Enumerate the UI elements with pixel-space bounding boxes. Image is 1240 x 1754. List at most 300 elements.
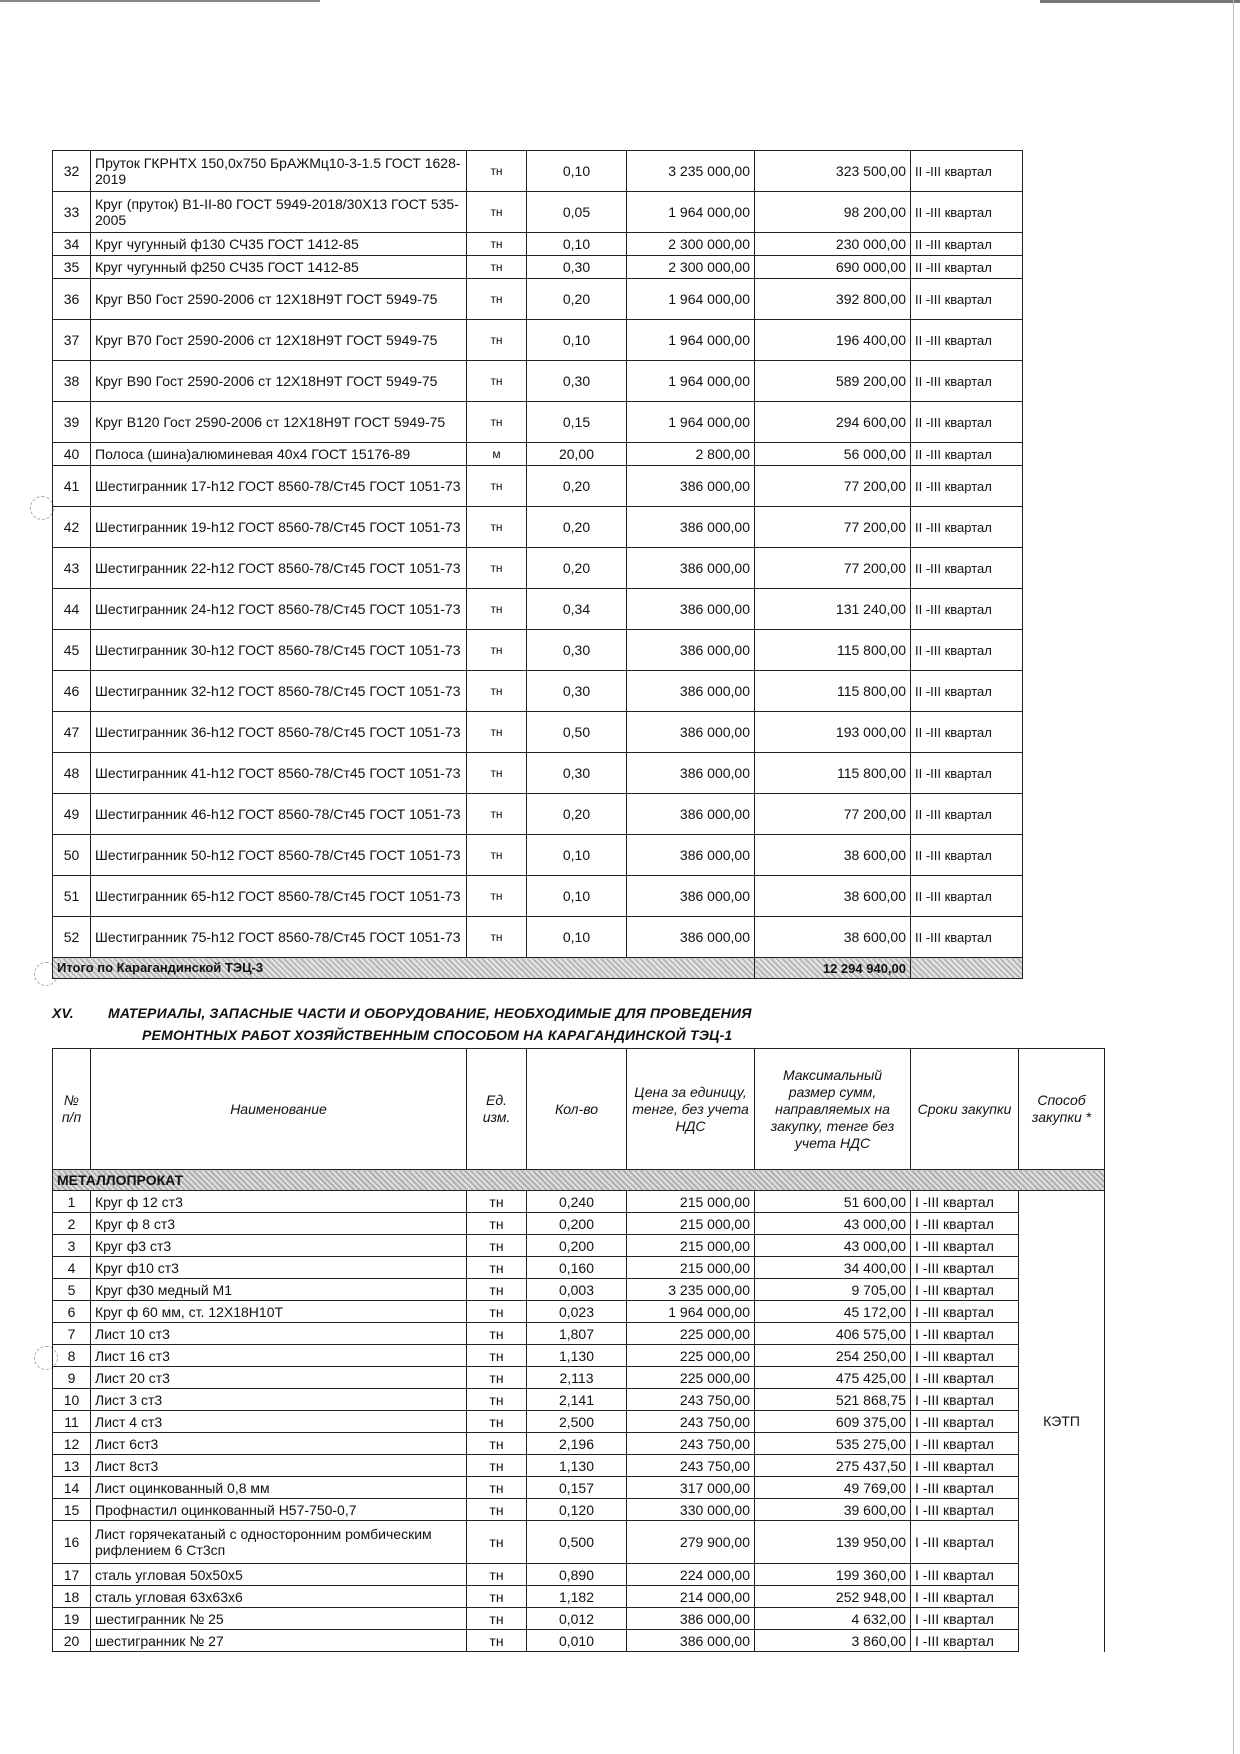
row-number: 8 [53,1345,91,1367]
item-procurement-term: I -III квартал [911,1279,1019,1301]
table-row [53,1345,1105,1367]
table-row [53,361,1023,402]
item-quantity: 0,30 [527,256,627,279]
section-heading [52,1002,952,1046]
item-unit: тн [467,1367,527,1389]
item-name: Шестигранник 41-h12 ГОСТ 8560-78/Ст45 ГОСТ 1051-73 [91,753,467,794]
item-quantity: 2,141 [527,1389,627,1411]
item-procurement-term: II -III квартал [911,712,1023,753]
item-unit-price: 214 000,00 [627,1586,755,1608]
row-number: 18 [53,1586,91,1608]
item-procurement-term: I -III квартал [911,1608,1019,1630]
item-quantity: 0,200 [527,1235,627,1257]
table-row [53,1191,1105,1213]
item-procurement-term: II -III квартал [911,794,1023,835]
table-row [53,1477,1105,1499]
item-procurement-term: II -III квартал [911,256,1023,279]
header-name: Наименование [91,1049,467,1170]
item-quantity: 2,500 [527,1411,627,1433]
item-quantity: 0,500 [527,1521,627,1564]
row-number: 16 [53,1521,91,1564]
item-max-sum: 196 400,00 [755,320,911,361]
item-procurement-term: I -III квартал [911,1521,1019,1564]
item-procurement-term: II -III квартал [911,589,1023,630]
item-unit-price: 215 000,00 [627,1235,755,1257]
item-quantity: 0,012 [527,1608,627,1630]
item-name: Круг ф30 медный М1 [91,1279,467,1301]
item-name: Лист 8ст3 [91,1455,467,1477]
item-name: Круг В50 Гост 2590-2006 ст 12Х18Н9Т ГОСТ 5949-75 [91,279,467,320]
item-unit-price: 386 000,00 [627,466,755,507]
item-unit-price: 243 750,00 [627,1411,755,1433]
item-name: Шестигранник 19-h12 ГОСТ 8560-78/Ст45 ГОСТ 1051-73 [91,507,467,548]
item-quantity: 0,50 [527,712,627,753]
item-quantity: 0,20 [527,548,627,589]
total-label: Итого по Карагандинской ТЭЦ-3 [53,958,755,979]
row-number: 14 [53,1477,91,1499]
item-unit: тн [467,835,527,876]
table-row [53,548,1023,589]
item-name: Лист 4 ст3 [91,1411,467,1433]
table-row [53,917,1023,958]
row-number: 11 [53,1411,91,1433]
row-number: 39 [53,402,91,443]
item-unit-price: 1 964 000,00 [627,192,755,233]
header-price: Цена за единицу, тенге, без учета НДС [627,1049,755,1170]
item-name: Полоса (шина)алюминевая 40х4 ГОСТ 15176-89 [91,443,467,466]
item-unit-price: 386 000,00 [627,1608,755,1630]
table-row [53,1323,1105,1345]
item-max-sum: 77 200,00 [755,548,911,589]
scan-artifact-top-right [1040,0,1240,9]
item-name: Круг чугунный ф130 СЧ35 ГОСТ 1412-85 [91,233,467,256]
item-quantity: 0,30 [527,671,627,712]
row-number: 32 [53,151,91,192]
item-name: шестигранник № 27 [91,1630,467,1652]
scan-artifact-top-left [0,0,320,8]
item-max-sum: 406 575,00 [755,1323,911,1345]
item-unit: тн [467,1213,527,1235]
row-number: 2 [53,1213,91,1235]
item-procurement-term: I -III квартал [911,1389,1019,1411]
item-max-sum: 609 375,00 [755,1411,911,1433]
item-max-sum: 43 000,00 [755,1213,911,1235]
item-name: шестигранник № 25 [91,1608,467,1630]
item-quantity: 0,010 [527,1630,627,1652]
item-unit: тн [467,1608,527,1630]
item-procurement-term: II -III квартал [911,361,1023,402]
item-unit-price: 330 000,00 [627,1499,755,1521]
item-procurement-term: I -III квартал [911,1630,1019,1652]
item-quantity: 0,30 [527,753,627,794]
item-name: Лист 20 ст3 [91,1367,467,1389]
item-quantity: 1,807 [527,1323,627,1345]
item-procurement-term: I -III квартал [911,1367,1019,1389]
item-unit-price: 386 000,00 [627,507,755,548]
row-number: 42 [53,507,91,548]
row-number: 13 [53,1455,91,1477]
item-quantity: 0,10 [527,151,627,192]
item-procurement-term: II -III квартал [911,466,1023,507]
item-quantity: 0,34 [527,589,627,630]
item-unit: тн [467,1279,527,1301]
item-procurement-term: I -III квартал [911,1433,1019,1455]
item-max-sum: 38 600,00 [755,835,911,876]
item-unit-price: 1 964 000,00 [627,320,755,361]
item-quantity: 0,20 [527,794,627,835]
section-number: XV. [52,1005,74,1021]
item-name: Шестигранник 24-h12 ГОСТ 8560-78/Ст45 ГОСТ 1051-73 [91,589,467,630]
item-unit: тн [467,630,527,671]
item-procurement-term: II -III квартал [911,835,1023,876]
item-name: Круг чугунный ф250 СЧ35 ГОСТ 1412-85 [91,256,467,279]
item-quantity: 0,20 [527,279,627,320]
item-unit-price: 215 000,00 [627,1213,755,1235]
row-number: 49 [53,794,91,835]
item-max-sum: 38 600,00 [755,917,911,958]
item-max-sum: 193 000,00 [755,712,911,753]
item-max-sum: 521 868,75 [755,1389,911,1411]
row-number: 50 [53,835,91,876]
table-row [53,1433,1105,1455]
item-unit-price: 3 235 000,00 [627,151,755,192]
item-unit-price: 225 000,00 [627,1323,755,1345]
table-row [53,507,1023,548]
table-row [53,1586,1105,1608]
header-method: Способ закупки * [1019,1049,1105,1170]
item-max-sum: 475 425,00 [755,1367,911,1389]
item-unit-price: 225 000,00 [627,1367,755,1389]
table-row [53,589,1023,630]
item-procurement-term: II -III квартал [911,548,1023,589]
item-name: Шестигранник 32-h12 ГОСТ 8560-78/Ст45 ГОСТ 1051-73 [91,671,467,712]
item-quantity: 0,240 [527,1191,627,1213]
table-row [53,1257,1105,1279]
item-unit: тн [467,1323,527,1345]
total-sum: 12 294 940,00 [755,958,911,979]
item-unit-price: 386 000,00 [627,753,755,794]
table-row [53,712,1023,753]
item-procurement-term: II -III квартал [911,507,1023,548]
table-row [53,794,1023,835]
item-quantity: 0,157 [527,1477,627,1499]
item-unit-price: 386 000,00 [627,712,755,753]
item-quantity: 0,30 [527,630,627,671]
row-number: 44 [53,589,91,630]
item-unit: тн [467,256,527,279]
item-unit: тн [467,753,527,794]
item-unit-price: 386 000,00 [627,589,755,630]
item-unit: тн [467,548,527,589]
item-unit: тн [467,361,527,402]
item-unit: тн [467,1433,527,1455]
row-number: 51 [53,876,91,917]
item-unit: тн [467,794,527,835]
row-number: 35 [53,256,91,279]
item-name: Круг ф3 ст3 [91,1235,467,1257]
item-quantity: 0,15 [527,402,627,443]
table-row [53,1608,1105,1630]
item-max-sum: 49 769,00 [755,1477,911,1499]
row-number: 10 [53,1389,91,1411]
item-max-sum: 323 500,00 [755,151,911,192]
item-unit-price: 2 300 000,00 [627,233,755,256]
item-max-sum: 77 200,00 [755,466,911,507]
item-unit: тн [467,1301,527,1323]
table-row [53,1367,1105,1389]
total-term-empty [911,958,1023,979]
item-unit-price: 3 235 000,00 [627,1279,755,1301]
item-procurement-term: II -III квартал [911,876,1023,917]
row-number: 9 [53,1367,91,1389]
item-unit: тн [467,320,527,361]
item-name: Шестигранник 65-h12 ГОСТ 8560-78/Ст45 ГОСТ 1051-73 [91,876,467,917]
item-procurement-term: I -III квартал [911,1257,1019,1279]
header-qty: Кол-во [527,1049,627,1170]
item-unit: тн [467,402,527,443]
table-row [53,466,1023,507]
item-quantity: 2,113 [527,1367,627,1389]
item-max-sum: 43 000,00 [755,1235,911,1257]
item-procurement-term: I -III квартал [911,1455,1019,1477]
header-term: Сроки закупки [911,1049,1019,1170]
table-row [53,402,1023,443]
item-max-sum: 392 800,00 [755,279,911,320]
item-max-sum: 34 400,00 [755,1257,911,1279]
item-unit: тн [467,1235,527,1257]
item-unit-price: 279 900,00 [627,1521,755,1564]
item-unit: тн [467,876,527,917]
item-name: Шестигранник 30-h12 ГОСТ 8560-78/Ст45 ГОСТ 1051-73 [91,630,467,671]
item-max-sum: 115 800,00 [755,671,911,712]
item-max-sum: 9 705,00 [755,1279,911,1301]
row-number: 7 [53,1323,91,1345]
table-row [53,192,1023,233]
item-name: Лист 16 ст3 [91,1345,467,1367]
item-name: Круг ф10 ст3 [91,1257,467,1279]
item-procurement-term: I -III квартал [911,1345,1019,1367]
item-procurement-term: II -III квартал [911,151,1023,192]
item-quantity: 0,10 [527,917,627,958]
table-row [53,320,1023,361]
item-unit: тн [467,589,527,630]
row-number: 40 [53,443,91,466]
item-max-sum: 535 275,00 [755,1433,911,1455]
item-unit-price: 224 000,00 [627,1564,755,1586]
table-row [53,1213,1105,1235]
table-row [53,1564,1105,1586]
item-unit: тн [467,233,527,256]
item-name: Лист 6ст3 [91,1433,467,1455]
item-unit: тн [467,1455,527,1477]
table-row [53,753,1023,794]
table-row [53,1301,1105,1323]
item-procurement-term: I -III квартал [911,1323,1019,1345]
item-procurement-term: II -III квартал [911,233,1023,256]
item-unit: тн [467,1630,527,1652]
item-procurement-term: II -III квартал [911,671,1023,712]
item-unit: тн [467,917,527,958]
scan-artifact-right-edge [1233,0,1234,1754]
item-max-sum: 51 600,00 [755,1191,911,1213]
item-quantity: 0,10 [527,876,627,917]
item-unit: тн [467,507,527,548]
row-number: 20 [53,1630,91,1652]
item-unit-price: 215 000,00 [627,1257,755,1279]
item-quantity: 0,890 [527,1564,627,1586]
table-row [53,630,1023,671]
row-number: 47 [53,712,91,753]
item-max-sum: 230 000,00 [755,233,911,256]
table-row [53,1455,1105,1477]
item-name: Шестигранник 22-h12 ГОСТ 8560-78/Ст45 ГОСТ 1051-73 [91,548,467,589]
section-title-line1: МАТЕРИАЛЫ, ЗАПАСНЫЕ ЧАСТИ И ОБОРУДОВАНИЕ, НЕОБХОДИМЫЕ ДЛЯ ПРОВЕДЕНИЯ [108,1005,752,1021]
item-unit-price: 386 000,00 [627,876,755,917]
item-max-sum: 254 250,00 [755,1345,911,1367]
item-quantity: 1,182 [527,1586,627,1608]
item-quantity: 0,10 [527,320,627,361]
row-number: 19 [53,1608,91,1630]
row-number: 43 [53,548,91,589]
row-number: 41 [53,466,91,507]
item-name: Лист горячекатаный с односторонним ромбическим рифлением 6 Ст3сп [91,1521,467,1564]
item-unit-price: 243 750,00 [627,1389,755,1411]
table-row [53,1279,1105,1301]
item-unit: тн [467,712,527,753]
row-number: 5 [53,1279,91,1301]
item-unit-price: 386 000,00 [627,917,755,958]
row-number: 1 [53,1191,91,1213]
item-max-sum: 275 437,50 [755,1455,911,1477]
item-procurement-term: II -III квартал [911,402,1023,443]
item-unit: тн [467,1564,527,1586]
item-procurement-term: I -III квартал [911,1499,1019,1521]
header-unit: Ед. изм. [467,1049,527,1170]
item-procurement-term: II -III квартал [911,192,1023,233]
item-unit: тн [467,1477,527,1499]
item-procurement-term: I -III квартал [911,1477,1019,1499]
item-name: сталь угловая 50х50х5 [91,1564,467,1586]
table-row [53,671,1023,712]
item-procurement-term: I -III квартал [911,1564,1019,1586]
item-unit-price: 386 000,00 [627,671,755,712]
item-unit-price: 225 000,00 [627,1345,755,1367]
row-number: 12 [53,1433,91,1455]
item-max-sum: 4 632,00 [755,1608,911,1630]
item-quantity: 0,160 [527,1257,627,1279]
procurement-method: КЭТП [1019,1191,1105,1652]
item-unit-price: 386 000,00 [627,835,755,876]
item-name: Шестигранник 75-h12 ГОСТ 8560-78/Ст45 ГОСТ 1051-73 [91,917,467,958]
item-max-sum: 45 172,00 [755,1301,911,1323]
item-name: сталь угловая 63х63х6 [91,1586,467,1608]
table-row [53,1630,1105,1652]
item-max-sum: 131 240,00 [755,589,911,630]
row-number: 17 [53,1564,91,1586]
total-row [53,958,1023,979]
item-max-sum: 252 948,00 [755,1586,911,1608]
item-unit-price: 243 750,00 [627,1455,755,1477]
table-row [53,1411,1105,1433]
item-procurement-term: I -III квартал [911,1213,1019,1235]
item-unit: тн [467,151,527,192]
item-max-sum: 56 000,00 [755,443,911,466]
row-number: 36 [53,279,91,320]
item-quantity: 0,20 [527,507,627,548]
item-procurement-term: I -III квартал [911,1301,1019,1323]
item-procurement-term: II -III квартал [911,917,1023,958]
item-max-sum: 294 600,00 [755,402,911,443]
table-row [53,279,1023,320]
row-number: 33 [53,192,91,233]
item-quantity: 0,200 [527,1213,627,1235]
item-max-sum: 589 200,00 [755,361,911,402]
item-unit: тн [467,1499,527,1521]
row-number: 45 [53,630,91,671]
item-max-sum: 77 200,00 [755,507,911,548]
item-name: Шестигранник 17-h12 ГОСТ 8560-78/Ст45 ГОСТ 1051-73 [91,466,467,507]
item-unit-price: 243 750,00 [627,1433,755,1455]
table-row [53,1389,1105,1411]
item-unit: тн [467,1521,527,1564]
item-unit: тн [467,1191,527,1213]
section-title-line2: РЕМОНТНЫХ РАБОТ ХОЗЯЙСТВЕННЫМ СПОСОБОМ НА КАРАГАНДИНСКОЙ ТЭЦ-1 [142,1027,733,1043]
item-name: Лист 3 ст3 [91,1389,467,1411]
item-quantity: 0,10 [527,835,627,876]
item-unit: тн [467,671,527,712]
item-unit: тн [467,192,527,233]
table-header-row [53,1049,1105,1170]
item-quantity: 0,023 [527,1301,627,1323]
item-name: Шестигранник 46-h12 ГОСТ 8560-78/Ст45 ГОСТ 1051-73 [91,794,467,835]
item-unit-price: 215 000,00 [627,1191,755,1213]
item-unit: м [467,443,527,466]
row-number: 46 [53,671,91,712]
item-unit-price: 1 964 000,00 [627,361,755,402]
table-row [53,1235,1105,1257]
row-number: 3 [53,1235,91,1257]
item-quantity: 1,130 [527,1455,627,1477]
item-name: Лист оцинкованный 0,8 мм [91,1477,467,1499]
row-number: 34 [53,233,91,256]
item-procurement-term: II -III квартал [911,753,1023,794]
item-unit: тн [467,1586,527,1608]
item-quantity: 0,003 [527,1279,627,1301]
item-procurement-term: I -III квартал [911,1235,1019,1257]
item-max-sum: 199 360,00 [755,1564,911,1586]
item-max-sum: 3 860,00 [755,1630,911,1652]
category-row [53,1170,1105,1191]
row-number: 15 [53,1499,91,1521]
item-procurement-term: I -III квартал [911,1586,1019,1608]
item-max-sum: 77 200,00 [755,794,911,835]
item-max-sum: 115 800,00 [755,753,911,794]
item-quantity: 1,130 [527,1345,627,1367]
item-unit-price: 1 964 000,00 [627,1301,755,1323]
punch-hole-mark [30,496,54,520]
item-unit: тн [467,1389,527,1411]
table-row [53,835,1023,876]
item-name: Круг В90 Гост 2590-2006 ст 12Х18Н9Т ГОСТ 5949-75 [91,361,467,402]
item-procurement-term: II -III квартал [911,279,1023,320]
item-procurement-term: II -III квартал [911,443,1023,466]
row-number: 4 [53,1257,91,1279]
header-num: № п/п [53,1049,91,1170]
table-row [53,151,1023,192]
item-unit-price: 1 964 000,00 [627,279,755,320]
item-quantity: 0,30 [527,361,627,402]
item-name: Профнастил оцинкованный Н57-750-0,7 [91,1499,467,1521]
